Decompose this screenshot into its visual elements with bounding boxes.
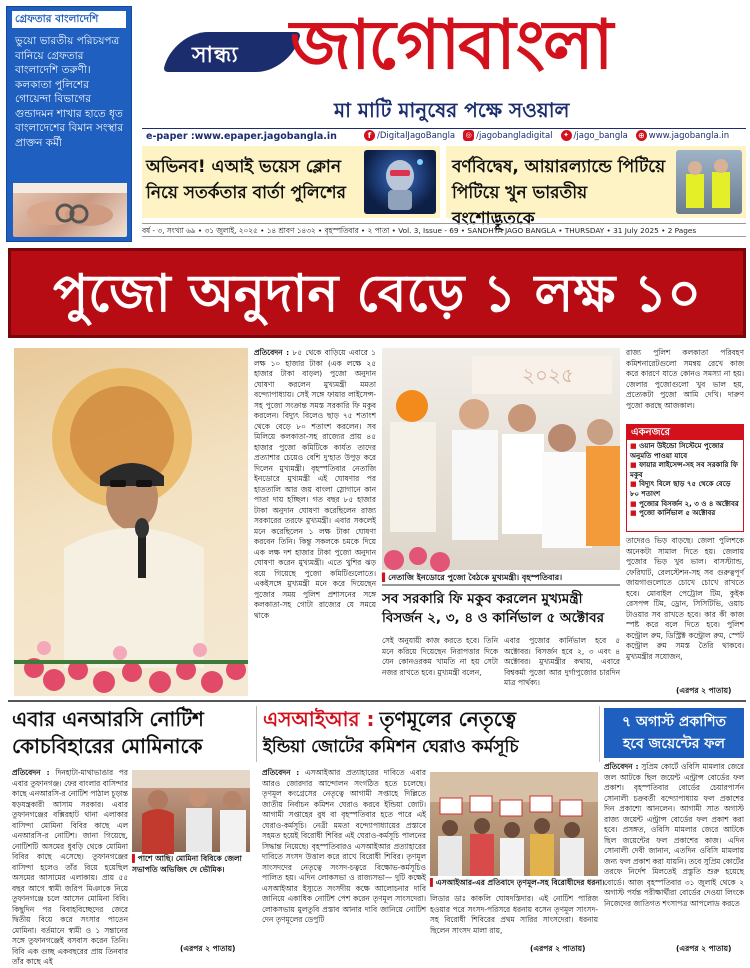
instagram-link[interactable]: /jagobangladigital [476, 130, 553, 141]
cm-speech-photo [14, 348, 248, 696]
nrc-continued[interactable]: (এরপর ২ পাতায়) [180, 944, 236, 953]
meeting-caption-marker: ▌ [382, 573, 389, 582]
main-continued[interactable]: (এরপর ২ পাতায়) [676, 686, 732, 695]
sir-headline-red: এসআইআর : [263, 707, 375, 731]
sir-story-headline [256, 706, 600, 762]
joint-body [604, 762, 744, 942]
main-story-col4-top [626, 348, 744, 420]
masthead-prefix: সান্ধ্য [192, 43, 239, 68]
col3b-text: এবার পুজোর কার্নিভাল হবে ৫ অক্টোবর। বিসর্জন হবে ২, ৩ এবং ৪ অক্টোবর। মুখ্যমন্ত্রীর কথায়, এবারে বিশ্বকর্মা পুজো আর দুর্গাপুজোর চারদিন মাত্র পার্থক্য। [504, 636, 620, 687]
sir-headline-rest: তৃণমূলের নেতৃত্বে [379, 707, 516, 731]
twitter-link[interactable]: /jago_bangla [573, 130, 628, 141]
col3a-text: সেই অনুযায়ী কাজ করতে হবে। তিনি মনে করিয়ে দিয়েছেন নিরাপত্তার দিকে যেন কোনওরকম খামতি না হয় সেটা নজর রাখতে হবে। মুখ্যমন্ত্রী বলেন, [382, 636, 498, 677]
nrc-headline-2: কোচবিহারের মোমিনাকে [12, 734, 203, 758]
masthead-tagline: মা মাটি মানুষের পক্ষে সওয়াল [334, 98, 570, 122]
momina-photo [132, 770, 250, 852]
nrc-headline-1: এবার এনআরসি নোটিশ [12, 707, 204, 731]
instagram-icon[interactable]: ◎ [463, 130, 474, 141]
left-news-box[interactable] [6, 6, 132, 242]
svg-text:২০২৫: ২০২৫ [522, 363, 574, 387]
teaser-ireland[interactable] [446, 146, 746, 229]
police-photo [676, 150, 742, 214]
main-story-col3a [382, 636, 498, 696]
subheadline-line-1: সব সরকারি ফি মকুব করলেন মুখ্যমন্ত্রী [382, 591, 583, 607]
sir-body-b [430, 894, 598, 944]
momina-caption: ▌পাশে আছি। মোমিনা বিবিকে জেলা সভাপতি অভিজিৎ দে ভৌমিক। [132, 854, 242, 874]
website-link[interactable]: www.jagobangla.in [648, 130, 730, 141]
sir-body-b-text: লিডার ডাঃ কাকলি ঘোষদস্তিদার। এই নোটিশ পারিজ হওয়ার পরে সংসদ-পরিসরে ধরনায় বসেন তৃণমূল সাংসদ-সহ বিরোধী শিবিরের প্রথম সারির সাংসদেরা। ধরনায় ছিলেন সাংসদ মালা রায়, [430, 894, 598, 935]
nrc-body [12, 768, 128, 966]
glance-item: ■ বিদ্যুৎ বিলে ছাড় ৭৫ থেকে বেড়ে ৮০ শতাংশ [630, 480, 731, 498]
indoor-meeting-photo [382, 348, 620, 570]
main-story-text: প্রতিবেদন : ৮৫ থেকে বাড়িয়ে এবারে ১ লক্ষ ১০ হাজার টাকা (এক লক্ষে ২৫ হাজার টাকা বাড়ল) পুজো অনুদান ঘোষণা করলেন মুখ্যমন্ত্রী মমতা বন্দ্যোপাধ্যায়। সেই সঙ্গে ফায়ার লাইসেন্স-সহ পুজো সংক্রান্ত সমস্ত সরকারি ফি মকুব করলেন। বিদ্যুৎ বিলেও ছাড় ৭৫ শতাংশ থেকে বেড়ে ৮০ শতাংশ করলেন। সব মিলিয়ে কলকাতা-সহ রাজ্যের প্রায় ৪৫ হাজার পুজো কমিটিকে কার্যত তাদের প্রত্যাশার চেয়েও বেশি দু'হাত উপুড় করে দিলেন মুখ্যমন্ত্রী। বৃহস্পতিবার নেতাজি ইনডোরে মুখ্যমন্ত্রী এই ঘোষণার পর হাততালি আর জয় বাংলা স্লোগানে কান পাতা দায় হচ্ছিল। গত বছর ৮৫ হাজার টাকা অনুদান ঘোষণা করেছিলেন রাজ্য সরকারের তরফে মুখ্যমন্ত্রী। এবার সকলেই মনে করেছিলেন ১ লক্ষ টাকা ঘোষণা করবেন তিনি। কিন্তু সকলকে চমকে দিয়ে এক লক্ষ দশ হাজার টাকা পুজো অনুদান ঘোষণা করেন মুখ্যমন্ত্রী। এতে খুশির ঝড় বয়ে গিয়েছে পুজো কমিটিগুলোতে। একইসঙ্গে মুখ্যমন্ত্রী মনে করে দিয়েছেন পুজোর সময় পুলিশ প্রশাসনের সঙ্গে কলকাতা-সহ গোটা রাজ্যের যে সময়ে থাকে [254, 348, 376, 620]
meeting-photo-caption [382, 572, 620, 586]
twitter-icon[interactable]: ✦ [561, 130, 572, 141]
main-story-col4-bottom [626, 536, 744, 686]
handcuff-photo [13, 183, 127, 237]
globe-icon[interactable]: ⊕ [636, 130, 647, 141]
left-news-header: গ্রেফতার বাংলাদেশি [12, 11, 126, 28]
left-news-body: ভুয়ো ভারতীয় পরিচয়পত্র বানিয়ে গ্রেফতার বাংলাদেশি তরুণী। কলকাতা পুলিশের গোয়েন্দা বিভাগের গুন্ডাদমন শাখার হাতে ধৃত বাংলাদেশের বিমান সংস্থার প্রাক্তন কর্মী [15, 35, 124, 149]
glance-item: ■ পুজোর বিসর্জন ২, ৩ ও ৪ অক্টোবর [630, 499, 739, 508]
protest-caption: ▌এসআইআর-এর প্রতিবাদে তৃণমূল-সহ বিরোধীদের ধরনা। [430, 878, 605, 887]
nrc-body-b [132, 878, 250, 944]
banner-headline: পুজো অনুদান বেড়ে ১ লক্ষ ১০ [52, 264, 702, 324]
masthead [138, 4, 746, 128]
main-story-col1 [254, 348, 376, 696]
col4-top-text: রাজ্য পুলিশ কলকাতা পরিবহণ কমিশনারেটগুলো সমন্বয় রেখে কাজ করে কারণে যাতে কোনও সমস্যা না হয়। জেলার পুজোগুলো খুব ভাল হয়, প্রত্যেকটা পুজো আমি দেখি। দারুণ পুজো করছে আজকাল। [626, 348, 744, 410]
section-divider [8, 700, 746, 702]
teaser-ireland-text: বর্ণবিদ্বেষ, আয়ারল্যান্ডে পিটিয়ে পিটিয়ে খুন ভারতীয় বংশোদ্ভূতকে [452, 157, 666, 229]
joint-headline-box [604, 708, 744, 758]
sir-headline-2: ইন্ডিয়া জোটের কমিশন ঘেরাও কর্মসূচি [263, 737, 519, 757]
masthead-title: জাগোবাংলা [290, 6, 612, 85]
main-subheadline [382, 590, 620, 634]
teaser-voice-clone-text: অভিনব! এআই ভয়েস ক্লোন নিয়ে সতর্কতার বার্তা পুলিশের [146, 157, 346, 203]
momina-caption-text: পাশে আছি। মোমিনা বিবিকে জেলা সভাপতি অভিজিৎ দে ভৌমিক। [132, 854, 242, 874]
epaper-link[interactable]: e-paper :www.epaper.jagobangla.in [146, 131, 337, 142]
joint-continued[interactable]: (এরপর ২ পাতায়) [676, 944, 732, 953]
glance-header: একনজরে [627, 425, 743, 440]
sir-body-text: প্রতিবেদন : এসআইআর প্রত্যাহারের দাবিতে এবার আরও জোরদার আন্দোলন সংগঠিত হতে চলেছে। তৃণমূল কংগ্রেসের নেতৃত্বে আগামী সপ্তাহে দিল্লিতে জাতীয় নির্বাচন কমিশন ঘেরাও করবে ইন্ডিয়া জোট। আগামী সপ্তাহের বুধ বা বৃহস্পতিবার হতে পারে এই ঘেরাও-কর্মসূচি। নেত্রী মমতা বন্দ্যোপাধ্যায়ের প্রস্তাবে সহমত হয়েই বিরোধী শিবির এই ঘেরাও-কর্মসূচি পালনের সিদ্ধান্ত নিয়েছে। বৃহস্পতিবারও এসআইআর প্রত্যাহারের দাবিতে সংসদ উত্তাল করে রাখে বিরোধী শিবির। তৃণমূল সাংসদদের নেতৃত্বে সংসদ-চত্বরে বিক্ষোভ-কর্মসূচিও পালিত হয়। এদিন লোকসভা ও রাজ্যসভা— দুটি কক্ষেই এসআইআর ইস্যুতে সংসদীয় কক্ষে আলোচনার দাবি জানিয়ে একাধিক নোটিশ পেশ করেন তৃণমূল সাংসদেরা। লোকসভায় মুলতুবি প্রস্তাব আনার দাবি জানিয়ে নোটিশ দেন তৃণমূলের ডেপুটি [262, 768, 426, 924]
main-story-col3b [504, 636, 620, 696]
teaser-voice-clone[interactable] [142, 146, 440, 218]
protest-photo [430, 772, 598, 876]
glance-box [626, 424, 744, 532]
sir-continued[interactable]: (এরপর ২ পাতায়) [530, 944, 586, 953]
joint-headline: ৭ অগাস্ট প্রকাশিত হবে জয়েন্টের ফল [621, 714, 726, 752]
facebook-icon[interactable]: f [364, 130, 375, 141]
protest-caption-text: এসআইআর-এর প্রতিবাদে তৃণমূল-সহ বিরোধীদের ধরনা। [435, 878, 605, 887]
link-bar [142, 128, 746, 144]
nrc-body-text: প্রতিবেদন : দিনহাটা-মাথাভাঙার পর এবার তুফানগঞ্জ। ফের বাংলার বাসিন্দার কাছে এনআরসি-র নোটিশ পাঠাল চূড়ান্ত ষড়যন্ত্রকারী আসাম সরকার। এবার তুফানগঞ্জের বক্সিরহাট থানা এলাকার বাসিন্দা মোমিনা বিবির কাছে এল এনআরসি-র নোটিশ। জানা গিয়েছে, নোটিশটি অসমের ধুবড়ি থেকে মোমিনা বিবির কাছে এসেছে। তুফানগঞ্জের বাসিন্দা হলেও তাঁর বিয়ে হয়েছিল অসমের আসামের এলাকায়। প্রায় ৫৫ বছর আগে স্বামী জরিপ মিঞাকে নিয়ে তুফানগঞ্জে চলে আসেন মোমিনা বিবি। কিছুদিন পর বিবাহবিচ্ছেদের জেরে দ্বিতীয় বিয়ে করে সংসার পাতেন মোমিনা। বর্তমানে স্বামী ও ১ সন্তানের সঙ্গে তুফানগঞ্জেই বসবাস করেন তিনি। বিবি এক গুচ্ছ একবছরের প্রায় তিনবার তাঁর কাছে এই [12, 768, 128, 966]
dateline: বর্ষ - ৩, সংখ্যা ৬৯ • ৩১ জুলাই, ২০২৫ • ১৪ শ্রাবণ ১৪৩২ • বৃহস্পতিবার • ২ পাতা • Vol. 3, Issue - 69 • SANDHYA JAGO BANGLA • THURSDAY • 31 July 2025 • 2 Pages [142, 223, 746, 237]
ai-robot-photo [364, 150, 436, 214]
glance-item: ■ পুজো কার্নিভাল ৫ অক্টোবর [630, 509, 716, 518]
col4-bottom-text: তাদেরও ভিড় বাড়ছে। জেলা পুলিশকে অনেকটা সামাল দিতে হয়। জেলায় পুজোর ভিড় খুব ভাল। বাসস্ট্যান্ড, ফেরিঘাট, রেলস্টেশন-সহ সব গুরুত্বপূর্ণ জায়গাগুলোতে চোখে চোখে রাখতে হবে। মোবাইল পেট্রোল টিম, কুইক রেসপন্স টিম, ড্রোন, সিসিটিভি, ওয়াচ টাওয়ার সব রাখতে হবে। কার কী কাজ স্পষ্ট করে বলে দিতে হবে। পুলিশ কন্ট্রোল রুম, ডিস্ট্রিক্ট কন্ট্রোল রুম, স্পেট কন্ট্রোল রুম সমস্ত তৈরি থাকবে। মুখ্যমন্ত্রীর সযোজন, [626, 536, 744, 661]
banner-headline-box [8, 248, 746, 338]
joint-body-text: প্রতিবেদন : সুপ্রিম কোর্টে ওবিসি মামলার জেরে জল আটকে ছিল জয়েন্ট এন্ট্রান্স বোর্ডের ফল প্রকাশ। বৃহস্পতিবার বোর্ডের চেয়ারপার্সন সোনালী চক্রবর্তী বন্দ্যোপাধ্যায় ফল প্রকাশের দিন প্রকাশ্যে আনলেন। আগামী সাত অগাস্ট রাজ্য জয়েন্ট এন্ট্রান্স বোর্ডের ফল প্রকাশ করা হবে। প্রসঙ্গত, ওবিসি মামলার জেরে আটকে ছিল জয়েন্টের ফল প্রকাশের কাজ। এদিন সোনালী দেবী জানান, এতদিন ওবিসি মামলায় জন্য ফল প্রকাশ করা যায়নি। তবে সুপ্রিম কোর্টের তরফে নির্দেশ মিলতেই প্রস্তুতি শুরু হয়েছে বোর্ডে। আজ বৃহস্পতিবার ৩১ জুলাই থেকে ২ অগাস্ট পর্যন্ত পরীক্ষার্থীরা বোর্ডের দেওয়া লিংকে নিজেদের জাতিগত শংসাপত্র আপলোড করতে [604, 762, 744, 908]
sir-body [262, 768, 426, 954]
glance-item: ■ ওয়ান উইন্ডো সিস্টেমে পুজোর অনুমতি পাওয়া যাবে [630, 442, 724, 460]
meeting-caption-text: নেতাজি ইনডোরে পুজো বৈঠকে মুখ্যমন্ত্রী। বৃহস্পতিবার। [388, 573, 563, 582]
facebook-link[interactable]: /DigitalJagoBangla [377, 130, 456, 141]
subheadline-line-2: বিসর্জন ২, ৩, ৪ ও কার্নিভাল ৫ অক্টোবর [382, 610, 605, 626]
glance-item: ■ ফায়ার লাইসেন্স-সহ সব সরকারি ফি মকুব [630, 461, 738, 479]
